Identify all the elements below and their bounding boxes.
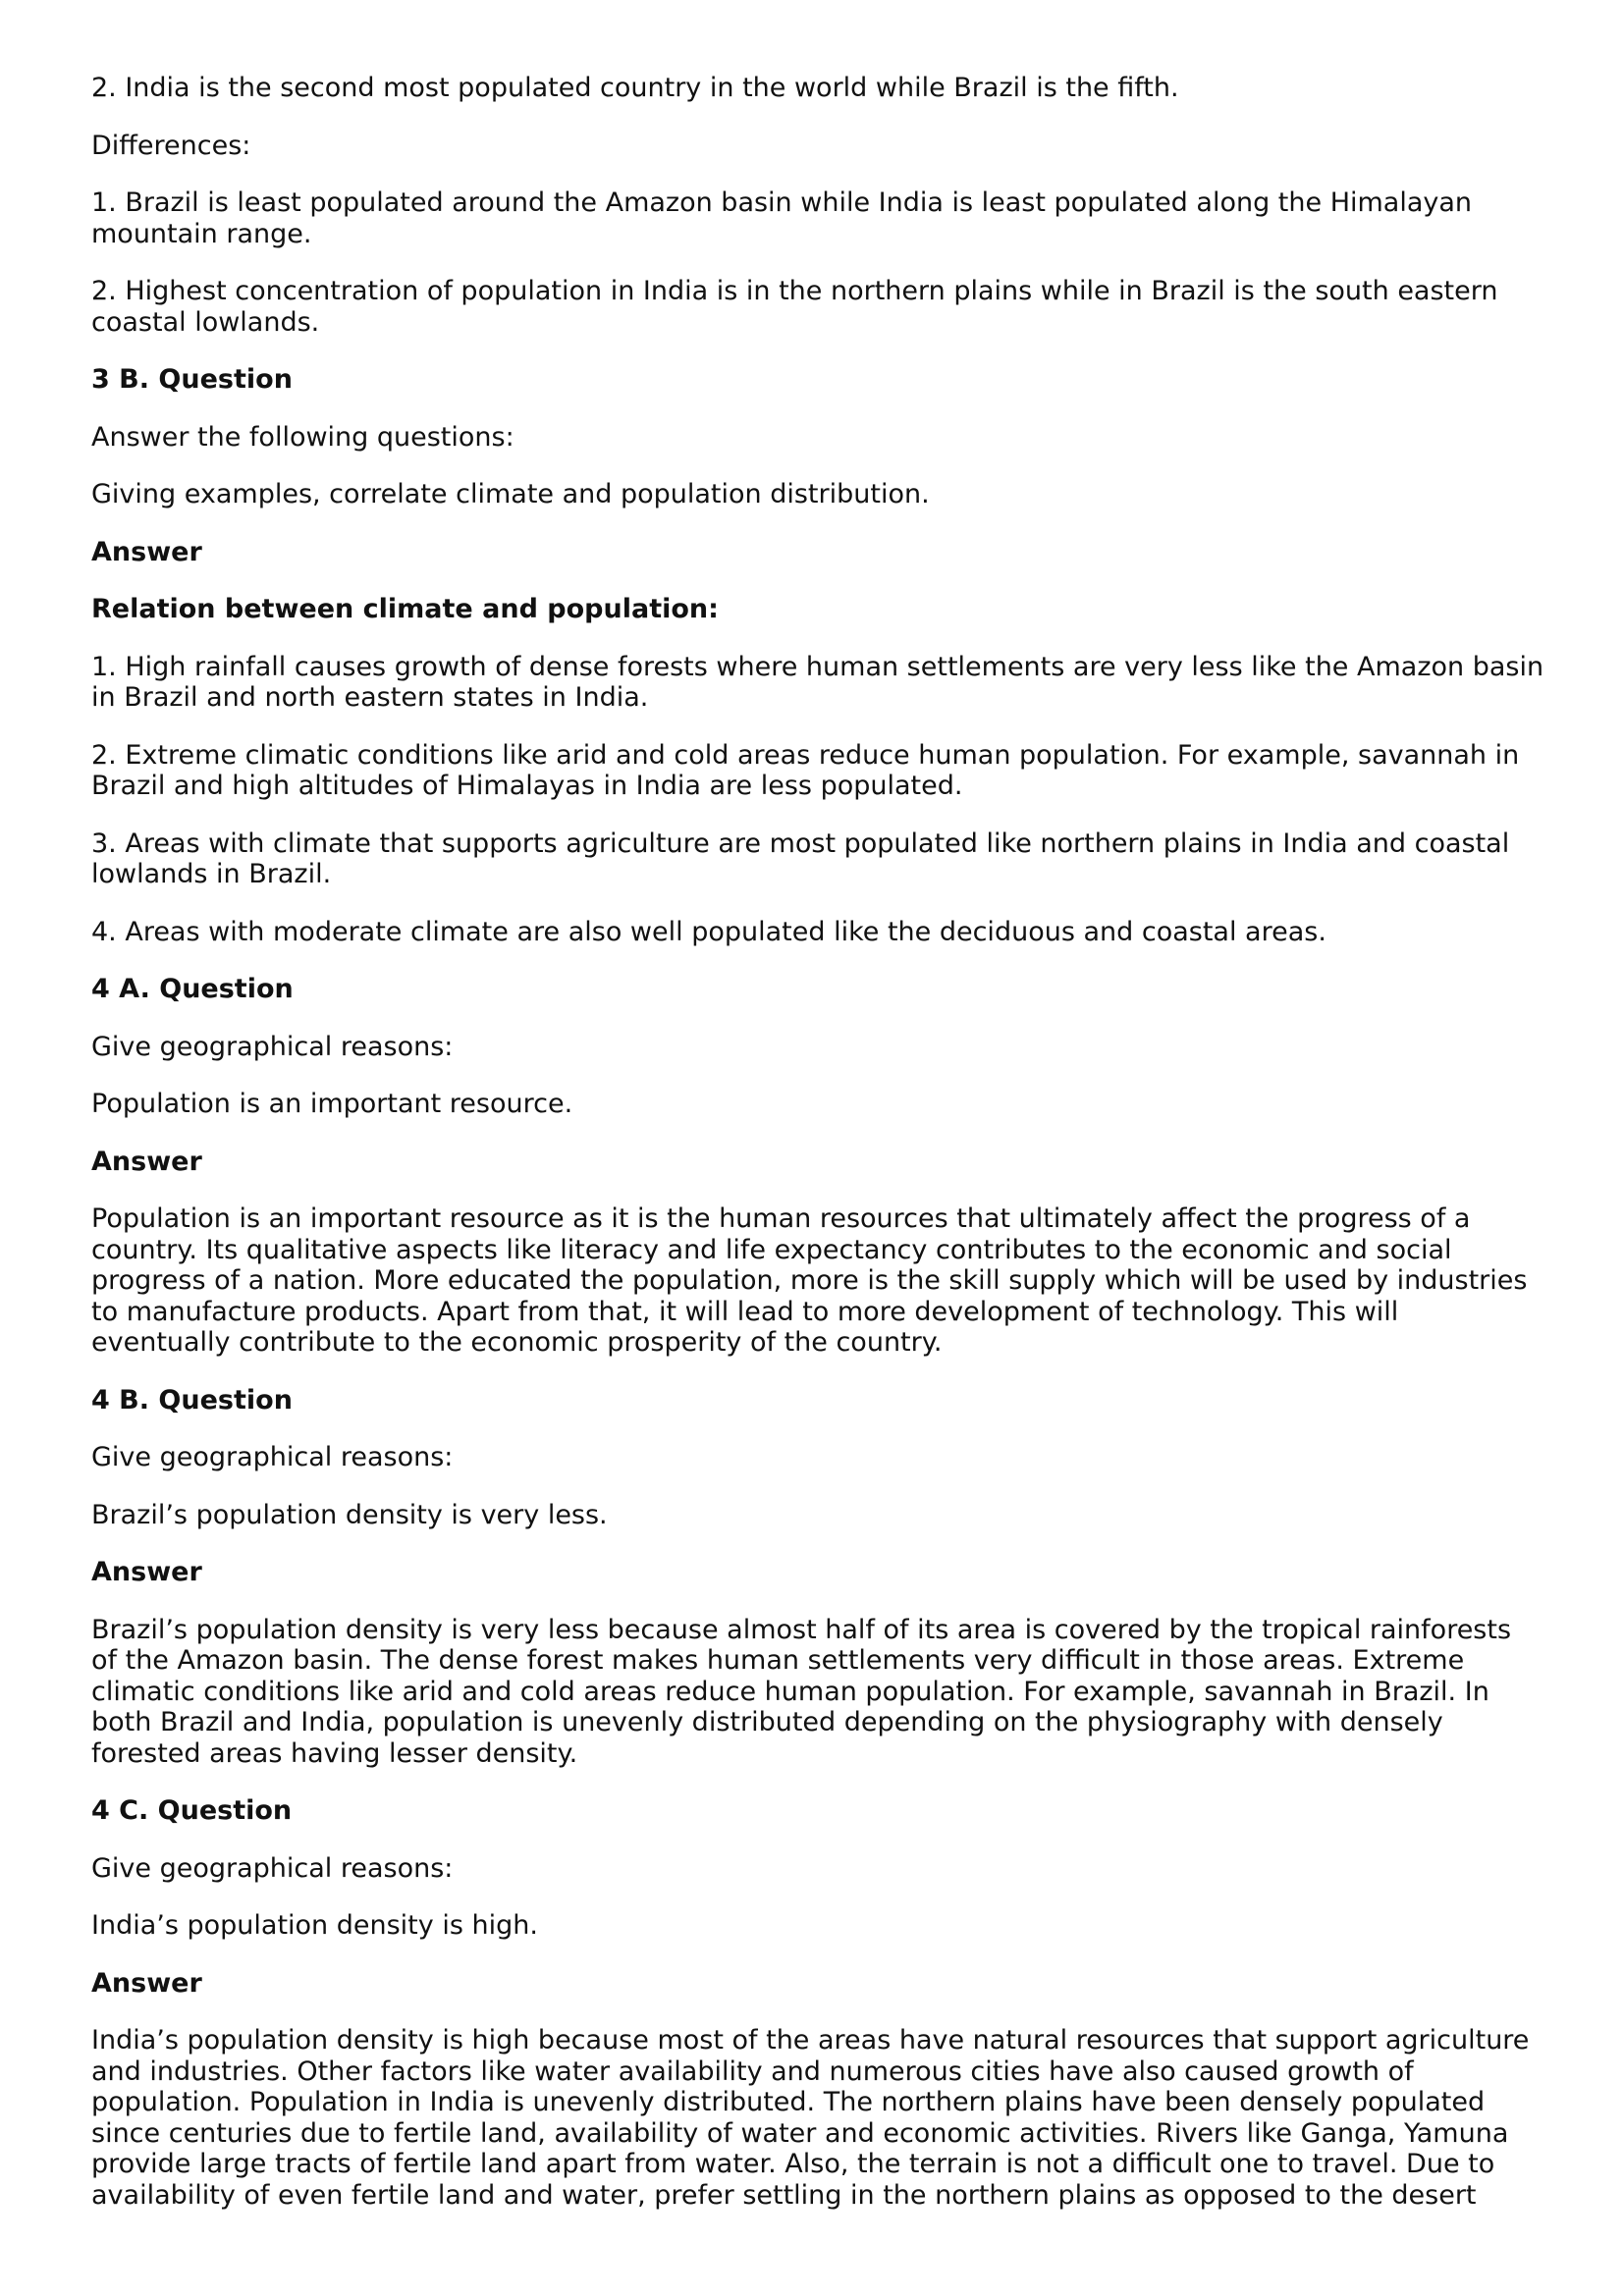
answer-heading-4b: Answer <box>91 1557 202 1587</box>
answer-text-4c: India’s population density is high because most of the areas have natural resources that support agriculture and industries. Other factors like water availability and numerous cities have also caused growth of population. Population in India is unevenly distributed. The northern plains have been densely populated since centuries due to fertile land, availability of water and economic activities. Rivers like Ganga, Yamuna provide large tracts of fertile land apart from water. Also, the terrain is not a difficult one to travel. Due to availability of even fertile land and water, prefer settling in the northern plains as opposed to the desert <box>91 2025 1530 2211</box>
question-heading-3b: 3 B. Question <box>91 364 293 395</box>
paragraph-difference-1: 1. Brazil is least populated around the Amazon basin while India is least populated along the Himalayan mountain range. <box>91 187 1473 249</box>
question-heading-4c: 4 C. Question <box>91 1795 293 1826</box>
question-text-3b: Giving examples, correlate climate and population distribution. <box>91 479 930 509</box>
question-heading-4a: 4 A. Question <box>91 974 294 1004</box>
answer-point-3b-4: 4. Areas with moderate climate are also well populated like the deciduous and coastal areas. <box>91 916 1326 947</box>
document-page <box>91 73 1544 2211</box>
question-text-4c: India’s population density is high. <box>91 1910 538 1941</box>
question-text-4b: Brazil’s population density is very less. <box>91 1499 608 1530</box>
question-heading-4b: 4 B. Question <box>91 1384 293 1415</box>
differences-label: Differences: <box>91 130 251 161</box>
answer-point-3b-1: 1. High rainfall causes growth of dense forests where human settlements are very less like the Amazon basin in Brazil and north eastern states in India. <box>91 651 1544 713</box>
paragraph-similarity-2: 2. India is the second most populated country in the world while Brazil is the fifth. <box>91 73 1179 103</box>
answer-heading-4c: Answer <box>91 1967 202 1999</box>
question-text-4a: Population is an important resource. <box>91 1089 573 1119</box>
answer-point-3b-2: 2. Extreme climatic conditions like arid and cold areas reduce human population. For example, savannah in Brazil and high altitudes of Himalayas in India are less populated. <box>91 739 1520 801</box>
answer-heading-4a: Answer <box>91 1146 202 1177</box>
paragraph-difference-2: 2. Highest concentration of population in India is in the northern plains while in Brazil is the south eastern coastal lowlands. <box>91 276 1498 338</box>
question-instruction-4c: Give geographical reasons: <box>91 1852 454 1884</box>
answer-heading-3b: Answer <box>91 536 202 567</box>
answer-text-4a: Population is an important resource as it is the human resources that ultimately affect the progress of a country. Its qualitative aspects like literacy and life expectancy contributes to the economic and social progress of a nation. More educated the population, more is the skill supply which will be used by industries to manufacture products. Apart from that, it will lead to more development of technology. This will eventually contribute to the economic prosperity of the country. <box>91 1203 1528 1358</box>
question-instruction-3b: Answer the following questions: <box>91 421 514 453</box>
answer-text-4b: Brazil’s population density is very less because almost half of its area is covered by the tropical rainforests of the Amazon basin. The dense forest makes human settlements very difficult in those areas. Extreme climatic conditions like arid and cold areas reduce human population. For example, savannah in Brazil. In both Brazil and India, population is unevenly distributed depending on the physiography with densely forested areas having lesser density. <box>91 1614 1512 1769</box>
answer-point-3b-3: 3. Areas with climate that supports agriculture are most populated like northern plains in India and coastal lowlands in Brazil. <box>91 828 1510 889</box>
question-instruction-4a: Give geographical reasons: <box>91 1031 454 1062</box>
answer-subheading-3b: Relation between climate and population: <box>91 594 719 624</box>
question-instruction-4b: Give geographical reasons: <box>91 1442 454 1472</box>
